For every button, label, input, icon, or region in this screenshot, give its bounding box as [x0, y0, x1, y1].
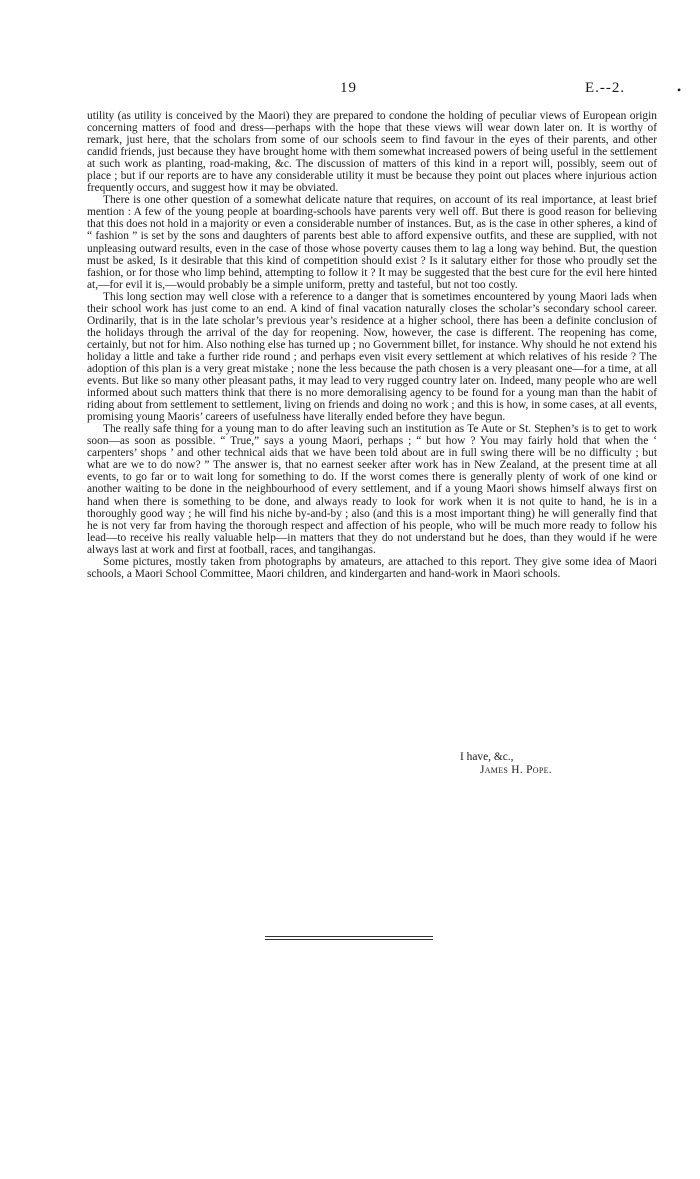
- paragraph-vacation-danger: This long section may well close with a reference to a danger that is sometimes encountered by young Maori lads when their school work has just come to an end. A kind of final vacation naturally closes the scholar’s secondary school career. Ordinarily, that is in the late scholar’s previous year’s residence at a higher school, there has been a definite conclusion of the holidays through the arrival of the day for reopening. Now, however, the case is different. The reopening has come, certainly, but not for him. Also nothing else has turned up ; no Government billet, for instance. Why should he not extend his holiday a little and take a further ride round ; and perhaps even visit every settlement at which relatives of his reside ? The adoption of this plan is a very great mistake ; none the less because the path chosen is a very pleasant one—for a time, at all events. But like so many other pleasant paths, it may lead to very rugged country later on. Indeed, many people who are well informed about such matters think that there is no more demoralising agency to be found for a young man than the habit of riding about from settlement to settlement, living on friends and doing no work ; and this is how, in some cases, at all events, promising young Maoris’ careers of usefulness have literally ended before they have begun.: [87, 290, 657, 424]
- paragraph-fashion: There is one other question of a somewhat delicate nature that requires, on account of its real importance, at least brief mention : A few of the young people at boarding-schools have parents very well off. But there is good reason for believing that this does not hold in a majority or even a considerable number of instances. But, as is the case in other spheres, a kind of “ fashion ” is set by the sons and daughters of parents best able to afford expensive outfits, and these are supplied, with not unpleasing outward results, even in the case of those whose poverty causes them to lag a long way behind. But, the question must be asked, Is it desirable that this kind of competition should exist ? Is it salutary either for those who proudly set the fashion, or for those who limp behind, attempting to follow it ? It may be suggested that the best cure for the evil here hinted at,—for evil it is,—would probably be a simple uniform, pretty and tasteful, but not too costly.: [87, 194, 657, 291]
- signature-closing: I have, &c.,: [460, 751, 514, 763]
- end-rule-top: [265, 936, 433, 937]
- signature-block: [440, 751, 640, 777]
- signature-name: James H. Pope.: [480, 764, 552, 776]
- end-rule-bottom: [265, 939, 433, 940]
- body-text: [87, 110, 657, 580]
- paragraph-continuation: utility (as utility is conceived by the Maori) they are prepared to condone the holding of peculiar views of European origin concerning matters of food and dress—perhaps with the hope that these views will wear down later on. It is worthy of remark, just here, that the scholars from some of our schools seem to find favour in the eyes of their parents, and other candid friends, just because they have brought home with them somewhat increased powers of being useful in the settlement at such work as planting, road-making, &c. The discussion of matters of this kind in a report will, possibly, seem out of place ; but if our reports are to have any considerable utility it must be because they point out places where injurious action frequently occurs, and suggest how it may be obviated.: [87, 110, 657, 195]
- page-number: 19: [340, 80, 357, 96]
- document-reference: E.--2.: [585, 80, 626, 96]
- paragraph-pictures: Some pictures, mostly taken from photographs by amateurs, are attached to this report. They give some idea of Maori schools, a Maori School Committee, Maori children, and kindergarten and hand-work in Maori schools.: [87, 555, 657, 580]
- paragraph-safe-thing: The really safe thing for a young man to do after leaving such an institution as Te Aute or St. Stephen’s is to get to work soon—as soon as possible. “ True,” says a young Maori, perhaps ; “ but how ? You may fairly hold that when the ‘ carpenters’ shops ’ and other technical aids that we have been told about are in full swing there will be no difficulty ; but what are we to do now? ” The answer is, that no earnest seeker after work has in New Zealand, at the present time at all events, to go far or to wait long for something to do. If the worst comes there is generally plenty of work of one kind or another waiting to be done in the neighbourhood of every settlement, and if a young Maori shows himself always first on hand when there is something to be done, and always ready to look for work when it is not quite to hand, he is in a thoroughly good way ; he will find his niche by-and-by ; also (and this is a most important thing) he will generally find that he is not very far from having the thorough respect and affection of his people, who will be much more ready to follow his lead—to receive his really valuable help—in matters that they do not understand but he does, than they would if he were always last at work and first at football, races, and tangihangas.: [87, 423, 657, 556]
- edge-dot-mark: •: [677, 83, 682, 97]
